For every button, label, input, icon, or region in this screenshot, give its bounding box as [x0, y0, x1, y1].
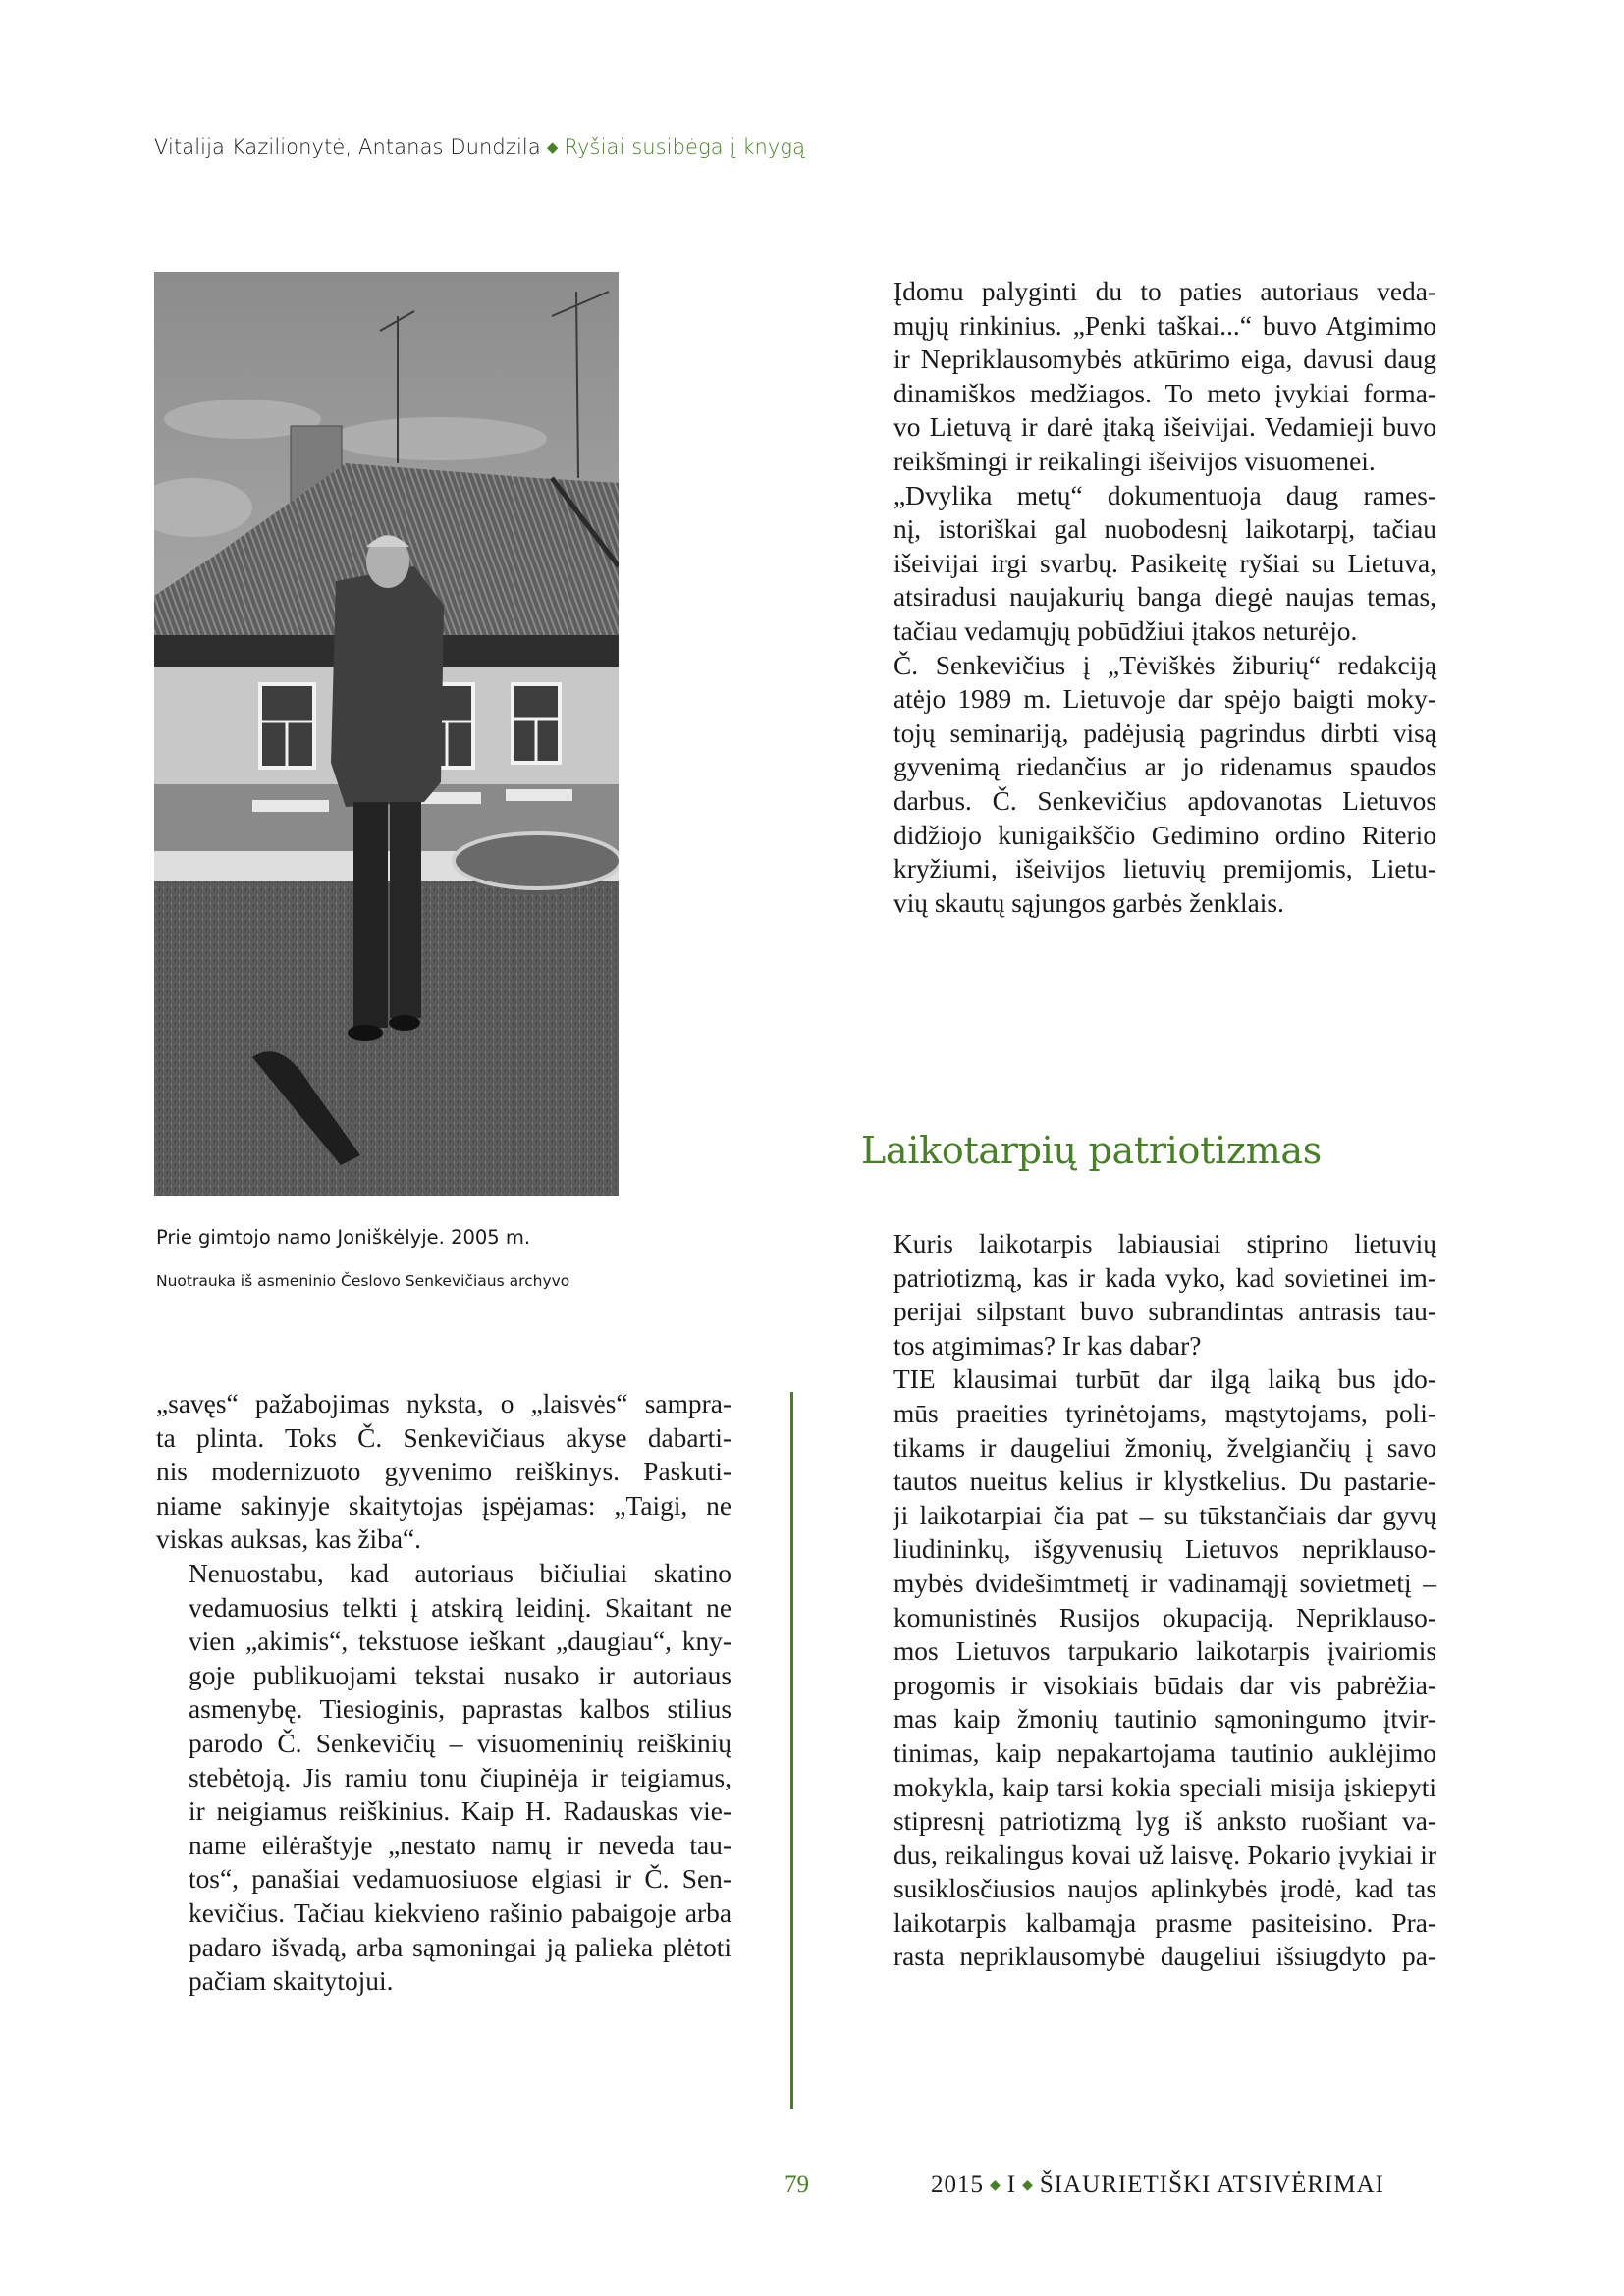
- running-header-article-title: Ryšiai susibėga į knygą: [564, 135, 806, 159]
- paragraph: [861, 1227, 1436, 1362]
- left-column-bottom-text: [156, 1387, 731, 1999]
- diamond-bullet-icon: ◆: [990, 2178, 1001, 2193]
- text-line: mūs praeities tyrinėtojams, mąstytojams, poli-: [893, 1398, 1436, 1428]
- text-line: nis modernizuoto gyvenimo reiškinys. Paskuti-: [156, 1457, 731, 1487]
- text-line: kryžiumi, išeivijos lietuvių premijomis, Lietu-: [893, 854, 1436, 884]
- text-line: goje publikuojami tekstai nusako ir autoriaus: [189, 1660, 731, 1690]
- text-line: nį, istoriškai gal nuobodesnį laikotarpį, tačiau: [893, 514, 1436, 545]
- text-line: dinamiškos medžiagos. To meto įvykiai forma-: [893, 378, 1436, 408]
- column-divider-rule: [790, 1392, 793, 2109]
- text-line: pačiam skaitytojui.: [189, 1966, 394, 1997]
- text-line: liudininkų, išgyvenusių Lietuvos nepriklauso-: [893, 1534, 1436, 1565]
- paragraph: [861, 479, 1436, 649]
- text-line: parodo Č. Senkevičių – visuomeninių reiškinių: [189, 1728, 731, 1758]
- right-column-bottom-text: [861, 1227, 1436, 1974]
- footer-journal: [931, 2171, 1384, 2199]
- text-line: TIE klausimai turbūt dar ilgą laiką bus įdo-: [893, 1364, 1436, 1395]
- text-line: tos atgimimas? Ir kas dabar?: [893, 1330, 1202, 1361]
- text-line: mųjų rinkinius. „Penki taškai...“ buvo Atgimimo: [893, 310, 1436, 341]
- text-line: name eilėraštyje „nestato namų ir neveda tau-: [189, 1830, 731, 1860]
- text-line: stebėtoją. Jis ramiu tonu čiupinėja ir teigiamus,: [189, 1762, 731, 1792]
- footer-journal-name: ŠIAURIETIŠKI ATSIVĖRIMAI: [1039, 2171, 1384, 2198]
- section-heading: Laikotarpių patriotizmas: [861, 1129, 1322, 1172]
- text-line: tos“, panašiai vedamuosiuose elgiasi ir Č. Sen-: [189, 1864, 731, 1895]
- text-line: Kuris laikotarpis labiausiai stiprino lietuvių: [893, 1229, 1436, 1258]
- right-column-top-text: [861, 275, 1436, 920]
- text-line: mokykla, kaip tarsi kokia speciali misija įskiepyti: [893, 1772, 1436, 1802]
- text-line: tinimas, kaip nepakartojama tautinio auklėjimo: [893, 1737, 1436, 1768]
- text-line: mybės dvidešimtmetį ir vadinamąjį sovietmetį –: [893, 1568, 1436, 1598]
- text-line: „Dvylika metų“ dokumentuoja daug rames-: [893, 480, 1436, 510]
- paragraph: [861, 649, 1436, 921]
- page-number: 79: [785, 2171, 809, 2198]
- text-line: vien „akimis“, tekstuose ieškant „daugiau“, kny-: [189, 1627, 731, 1657]
- text-line: vių skautų sąjungos garbės ženklais.: [893, 887, 1284, 918]
- text-line: niame sakinyje skaitytojas įspėjamas: „Taigi, ne: [156, 1490, 731, 1521]
- diamond-bullet-icon: ◆: [1022, 2178, 1034, 2193]
- text-line: atėjo 1989 m. Lietuvoje dar spėjo baigti moky-: [893, 684, 1436, 715]
- text-line: komunistinės Rusijos okupaciją. Nepriklauso-: [893, 1602, 1436, 1632]
- text-line: reikšmingi ir reikalingi išeivijos visuomenei.: [893, 446, 1376, 476]
- article-photo: [154, 272, 619, 1196]
- text-line: mos Lietuvos tarpukario laikotarpis įvairiomis: [893, 1636, 1436, 1667]
- diamond-bullet-icon: ◆: [546, 138, 559, 156]
- paragraph: [861, 275, 1436, 479]
- text-line: tautos nueitus kelius ir klystkelius. Du pastarie-: [893, 1467, 1436, 1497]
- text-line: vo Lietuvą ir darė įtaką išeivijai. Vedamieji buvo: [893, 412, 1436, 443]
- paragraph: [861, 1362, 1436, 1974]
- photo-credit: Nuotrauka iš asmeninio Česlovo Senkevičiaus archyvo: [156, 1272, 570, 1290]
- text-line: vedamuosius telkti į atskirą leidinį. Skaitant ne: [189, 1592, 731, 1623]
- text-line: rasta nepriklausomybė daugeliui išsiugdyto pa-: [893, 1942, 1436, 1972]
- text-line: didžiojo kunigaikščio Gedimino ordino Riterio: [893, 820, 1436, 850]
- text-line: ir Nepriklausomybės atkūrimo eiga, davusi daug: [893, 345, 1436, 375]
- paragraph: [156, 1557, 731, 1999]
- text-line: progomis ir visokiais būdais dar vis pabrėžia-: [893, 1670, 1436, 1700]
- running-header-authors: Vitalija Kazilionytė, Antanas Dundzila: [154, 135, 541, 159]
- text-line: patriotizmą, kas ir kada vyko, kad sovietinei im-: [893, 1262, 1436, 1293]
- photo-caption: Prie gimtojo namo Joniškėlyje. 2005 m.: [156, 1226, 531, 1249]
- footer-issue: I: [1006, 2171, 1017, 2198]
- paragraph: [156, 1387, 731, 1557]
- text-line: gyvenimą riedančius ar jo ridenamus spaudos: [893, 752, 1436, 782]
- text-line: perijai silpstant buvo subrandintas antrasis tau-: [893, 1297, 1436, 1327]
- text-line: ta plinta. Toks Č. Senkevičiaus akyse dabarti-: [156, 1422, 731, 1453]
- text-line: viskas auksas, kas žiba“.: [156, 1524, 422, 1555]
- text-line: tojų seminariją, padėjusią pagrindus dirbti visą: [893, 718, 1436, 748]
- text-line: darbus. Č. Senkevičius apdovanotas Lietuvos: [893, 785, 1436, 816]
- text-line: išeivijai irgi svarbų. Pasikeitę ryšiai su Lietuva,: [893, 548, 1436, 578]
- text-line: ji laikotarpiai čia pat – su tūkstančiais dar gyvų: [893, 1500, 1436, 1530]
- text-line: Nenuostabu, kad autoriaus bičiuliai skatino: [189, 1558, 731, 1588]
- text-line: laikotarpis kalbamąja prasme pasiteisino. Pra-: [893, 1907, 1436, 1938]
- running-header: [154, 135, 805, 159]
- text-line: padaro išvadą, arba sąmoningai ją palieka plėtoti: [189, 1932, 731, 1962]
- text-line: tačiau vedamųjų pobūdžiui įtakos neturėjo.: [893, 615, 1358, 646]
- text-line: mas kaip žmonių tautinio sąmoningumo įtvir-: [893, 1704, 1436, 1735]
- text-line: stipresnį patriotizmą lyg iš anksto ruošiant va-: [893, 1806, 1436, 1837]
- text-line: Įdomu palyginti du to paties autoriaus veda-: [893, 277, 1436, 306]
- text-line: Č. Senkevičius į „Tėviškės žiburių“ redakciją: [893, 650, 1436, 680]
- text-line: kevičius. Tačiau kiekvieno rašinio pabaigoje arba: [189, 1897, 731, 1928]
- text-line: tikams ir daugeliui žmonių, žvelgiančių į savo: [893, 1432, 1436, 1463]
- text-line: asmenybę. Tiesioginis, paprastas kalbos stilius: [189, 1694, 731, 1725]
- text-line: ir neigiamus reiškinius. Kaip H. Radauskas vie-: [189, 1796, 731, 1827]
- text-line: „savęs“ pažabojimas nyksta, o „laisvės“ sampra-: [156, 1389, 731, 1418]
- footer-year: 2015: [931, 2171, 984, 2198]
- text-line: atsiradusi naujakurių banga diegė naujas temas,: [893, 582, 1436, 613]
- text-line: dus, reikalingus kovai už laisvę. Pokario įvykiai ir: [893, 1840, 1436, 1870]
- text-line: susiklosčiusios naujos aplinkybės įrodė, kad tas: [893, 1874, 1436, 1904]
